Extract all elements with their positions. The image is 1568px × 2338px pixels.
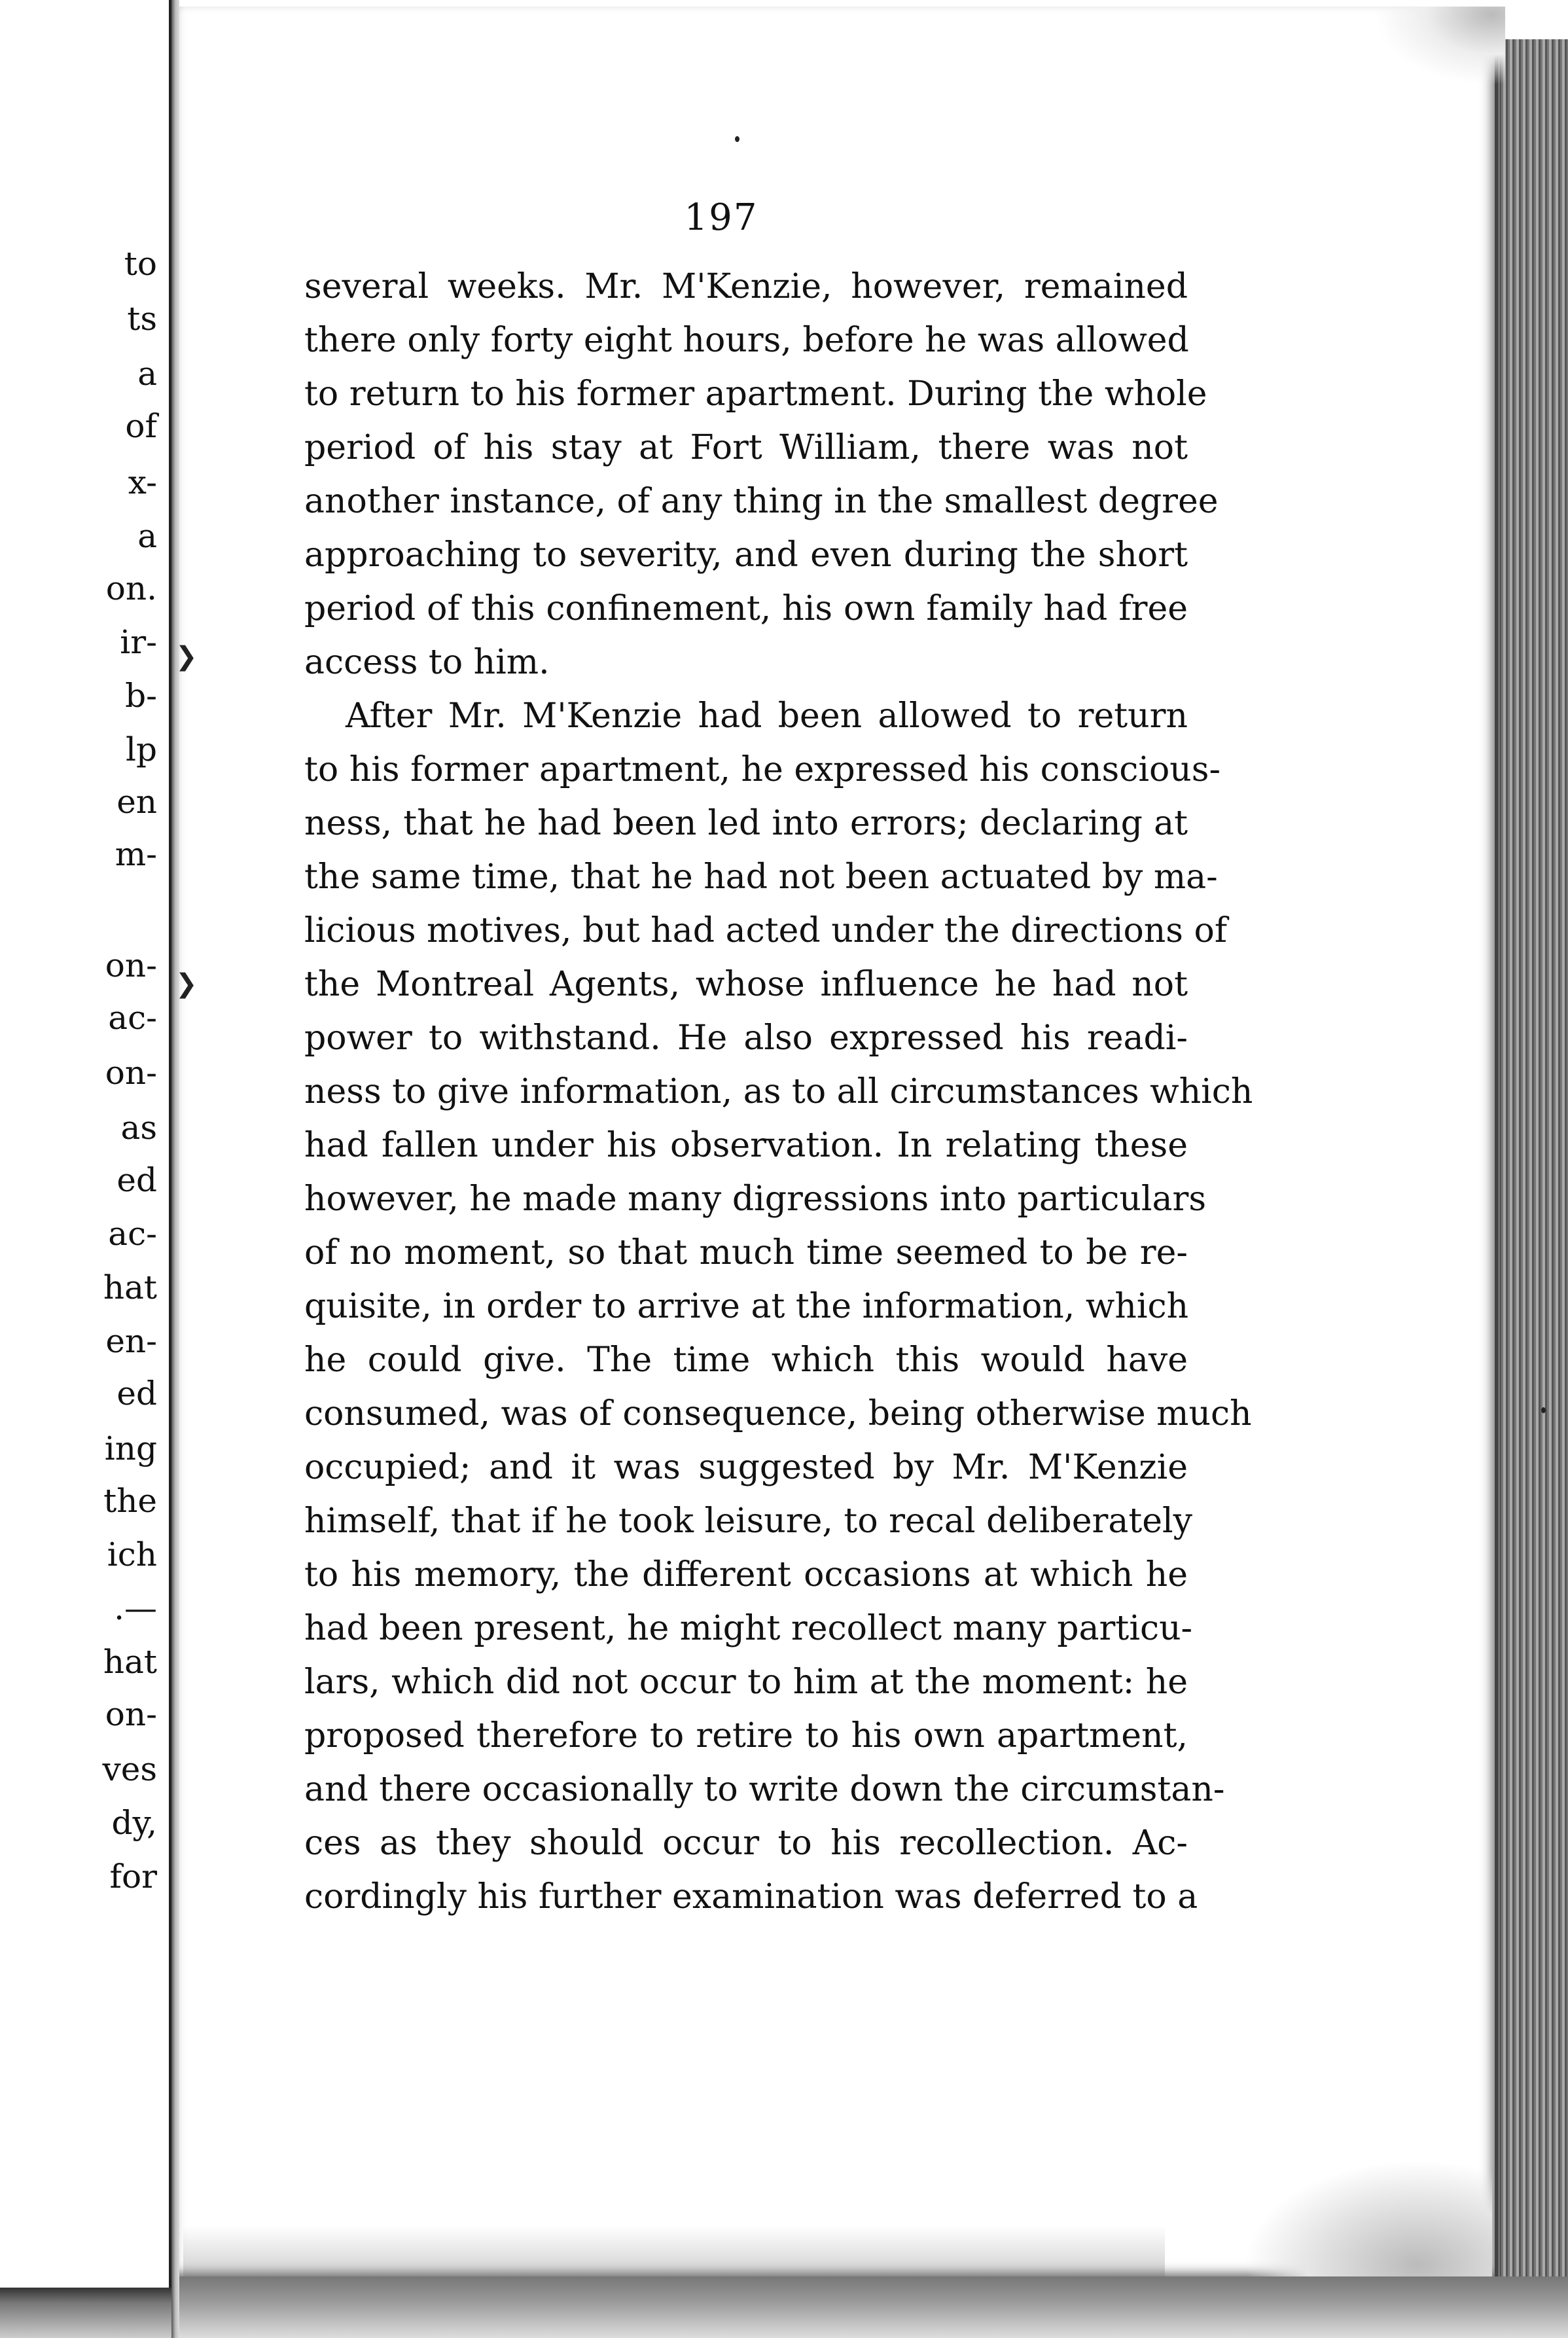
- previous-page-edge: [0, 0, 171, 2288]
- left-fragment: lp: [126, 730, 157, 768]
- text-line: himself, that if he took leisure, to recal deliberately: [304, 1502, 1193, 1541]
- page-corner-wear: [1374, 7, 1505, 85]
- text-line: period of his stay at Fort William, there was not: [304, 428, 1188, 467]
- left-fragment: the: [103, 1482, 157, 1520]
- text-line: power to withstand. He also expressed his readi-: [304, 1018, 1188, 1058]
- left-fragment: ac-: [108, 999, 157, 1037]
- text-line: had been present, he might recollect many particu-: [304, 1609, 1193, 1648]
- left-fragment: on-: [105, 946, 157, 984]
- text-line: ness to give information, as to all circumstances which: [304, 1072, 1253, 1111]
- left-fragment: x-: [128, 463, 157, 501]
- left-fragment: as: [120, 1109, 157, 1147]
- left-fragment: a: [137, 517, 157, 555]
- left-fragment: on-: [105, 1695, 157, 1733]
- text-line: After Mr. M'Kenzie had been allowed to return: [346, 696, 1188, 736]
- text-line: approaching to severity, and even during the short: [304, 535, 1188, 575]
- text-line: cordingly his further examination was deferred to a: [304, 1877, 1198, 1916]
- text-line: consumed, was of consequence, being otherwise much: [304, 1394, 1252, 1433]
- left-fragment: ich: [107, 1536, 157, 1574]
- text-line: several weeks. Mr. M'Kenzie, however, remained: [304, 267, 1188, 306]
- binding-thread-mark: ❯: [175, 641, 198, 672]
- left-fragment: ed: [116, 1161, 157, 1199]
- text-line: and there occasionally to write down the circumstan-: [304, 1770, 1225, 1809]
- left-fragment: ts: [127, 300, 157, 338]
- text-line: ness, that he had been led into errors; declaring at: [304, 804, 1188, 843]
- text-line: proposed therefore to retire to his own apartment,: [304, 1716, 1188, 1755]
- left-fragment: ac-: [108, 1215, 157, 1253]
- left-fragment: ing: [104, 1430, 157, 1467]
- text-line: had fallen under his observation. In relating these: [304, 1126, 1188, 1165]
- left-fragment: of: [125, 407, 157, 445]
- text-line: he could give. The time which this would have: [304, 1340, 1188, 1380]
- left-fragment: m-: [115, 835, 157, 873]
- page-corner-damage: [1243, 2160, 1492, 2276]
- text-line: to return to his former apartment. During the whole: [304, 374, 1207, 414]
- text-line: the same time, that he had not been actuated by ma-: [304, 857, 1218, 897]
- left-fragment: en: [116, 783, 157, 821]
- left-fragment: en-: [105, 1322, 157, 1360]
- text-line: however, he made many digressions into particulars: [304, 1179, 1206, 1219]
- text-line: lars, which did not occur to him at the moment: he: [304, 1663, 1188, 1702]
- left-fragment: dy,: [111, 1804, 157, 1842]
- left-fragment: hat: [103, 1268, 157, 1306]
- page-edge-stack: [1495, 39, 1568, 2291]
- text-line: another instance, of any thing in the smallest degree: [304, 482, 1219, 521]
- left-fragment: ir-: [120, 623, 157, 661]
- text-line: access to him.: [304, 643, 550, 682]
- text-line: occupied; and it was suggested by Mr. M'Kenzie: [304, 1448, 1188, 1487]
- page-number: 197: [684, 196, 758, 239]
- page-bottom-edge: [179, 2276, 1568, 2338]
- previous-page-bottom-edge: [0, 2288, 171, 2338]
- text-line: quisite, in order to arrive at the information, which: [304, 1287, 1189, 1326]
- text-line: there only forty eight hours, before he was allowed: [304, 321, 1189, 360]
- left-fragment: a: [137, 355, 157, 393]
- text-line: licious motives, but had acted under the directions of: [304, 911, 1228, 950]
- text-line: ces as they should occur to his recollection. Ac-: [304, 1824, 1188, 1863]
- left-fragment: .—: [114, 1589, 157, 1627]
- left-fragment: ves: [102, 1750, 157, 1788]
- text-line: to his memory, the different occasions at which he: [304, 1555, 1188, 1594]
- page-bottom-wear: [183, 2225, 1165, 2276]
- book-gutter: [171, 0, 179, 2338]
- text-line: the Montreal Agents, whose influence he had not: [304, 965, 1188, 1004]
- left-fragment: on.: [105, 569, 157, 607]
- ink-speck: [735, 136, 739, 142]
- left-fragment: hat: [103, 1643, 157, 1681]
- ink-speck: [1541, 1407, 1546, 1413]
- left-fragment: on-: [105, 1054, 157, 1092]
- left-fragment: b-: [125, 677, 157, 715]
- text-line: period of this confinement, his own family had free: [304, 589, 1188, 628]
- text-line: of no moment, so that much time seemed to be re-: [304, 1233, 1188, 1272]
- text-line: to his former apartment, he expressed his conscious-: [304, 750, 1221, 789]
- left-fragment: for: [109, 1858, 157, 1896]
- left-fragment: ed: [116, 1375, 157, 1412]
- left-fragment: to: [124, 245, 157, 283]
- binding-thread-mark: ❯: [175, 969, 198, 999]
